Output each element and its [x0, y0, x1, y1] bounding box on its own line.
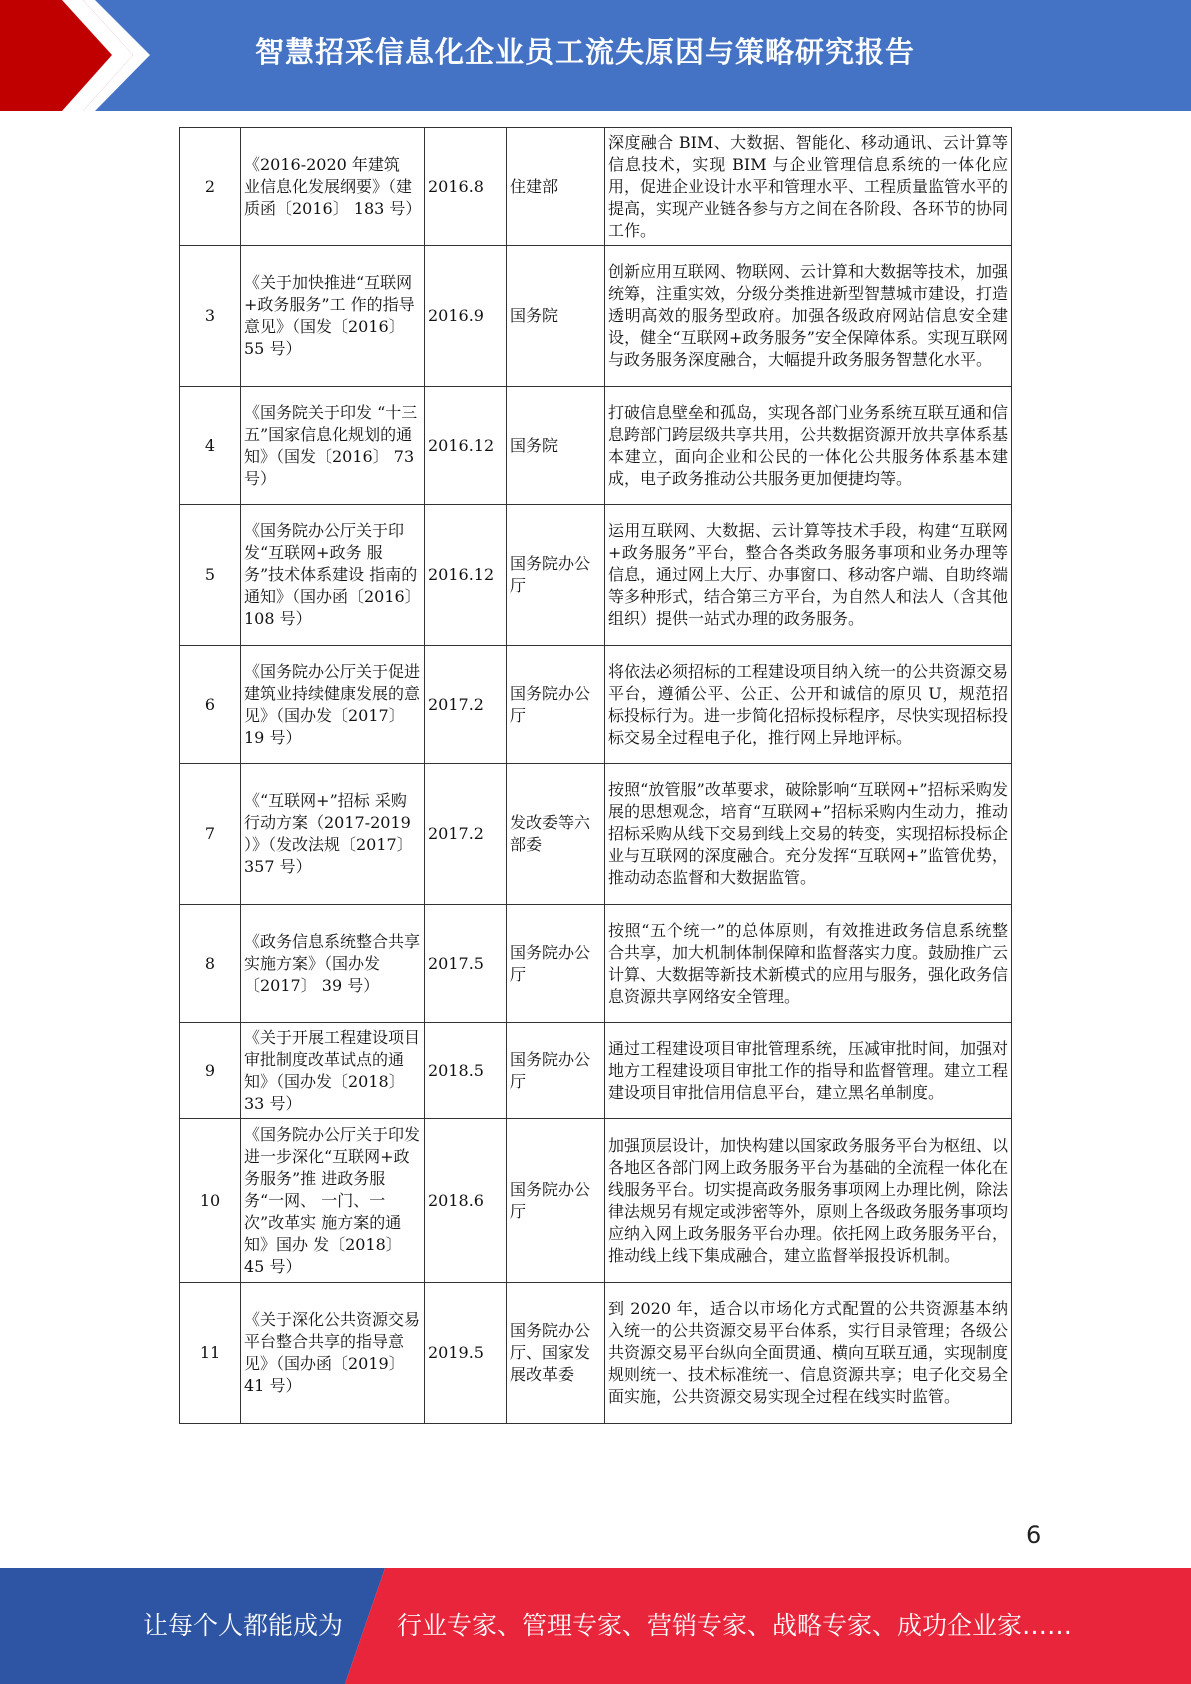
footer-slogan-right: 行业专家、管理专家、营销专家、战略专家、成功企业家……: [397, 1611, 1073, 1640]
policy-name: 《2016-2020 年建筑 业信息化发展纲要》（建质函〔2016〕 183 号）: [241, 128, 425, 246]
policy-description: 打破信息壁垒和孤岛，实现各部门业务系统互联互通和信息跨部门跨层级共享共用，公共数据资源开放共享体系基本建立，面向企业和公民的一体化公共服务体系基本建成，电子政务推动公共服务更加便捷均等。: [605, 387, 1012, 505]
page-number: 6: [1026, 1521, 1042, 1549]
table-row: [180, 246, 1012, 387]
issuing-department: 国务院: [507, 387, 605, 505]
policy-description: 创新应用互联网、物联网、云计算和大数据等技术，加强统筹，注重实效，分级分类推进新型智慧城市建设，打造透明高效的服务型政府。加强各级政府网站信息安全建设，健全“互联网+政务服务”安全保障体系。实现互联网与政务服务深度融合，大幅提升政务服务智慧化水平。: [605, 246, 1012, 387]
row-index: 7: [180, 764, 241, 905]
issuing-department: 发改委等六部委: [507, 764, 605, 905]
policy-description: 到 2020 年，适合以市场化方式配置的公共资源基本纳入统一的公共资源交易平台体系，实行目录管理；各级公共资源交易平台纵向全面贯通、横向互联互通，实现制度规则统一、技术标准统一、信息资源共享；电子化交易全面实施，公共资源交易实现全过程在线实时监管。: [605, 1283, 1012, 1424]
policy-name: 《“互联网+”招标 采购行动方案（2017-2019 ）》（发改法规〔2017〕 357 号）: [241, 764, 425, 905]
policy-name: 《国务院办公厅关于印发进一步深化“互联网+政务服务”推 进政务服务“一网、 一门、一次”改革实 施方案的通知》国办 发〔2018〕 45 号）: [241, 1119, 425, 1283]
table-row: [180, 1283, 1012, 1424]
row-index: 5: [180, 505, 241, 646]
issuing-department: 国务院办公厅: [507, 505, 605, 646]
policy-name: 《国务院办公厅关于印发“互联网+政务 服务”技术体系建设 指南的通知》（国办函〔2016〕 108 号）: [241, 505, 425, 646]
table-row: [180, 905, 1012, 1023]
row-index: 4: [180, 387, 241, 505]
table-row: [180, 1023, 1012, 1119]
issue-date: 2019.5: [425, 1283, 507, 1424]
issuing-department: 国务院办公厅、国家发展改革委: [507, 1283, 605, 1424]
issue-date: 2017.2: [425, 764, 507, 905]
footer-slogan-left: 让每个人都能成为: [143, 1611, 344, 1640]
policy-name: 《政务信息系统整合共享实施方案》（国办发〔2017〕 39 号）: [241, 905, 425, 1023]
policy-description: 按照“五个统一”的总体原则，有效推进政务信息系统整合共享，加大机制体制保障和监督落实力度。鼓励推广云计算、大数据等新技术新模式的应用与服务，强化政务信息资源共享网络安全管理。: [605, 905, 1012, 1023]
issuing-department: 住建部: [507, 128, 605, 246]
row-index: 8: [180, 905, 241, 1023]
policy-name: 《国务院办公厅关于促进建筑业持续健康发展的意见》（国办发〔2017〕 19 号）: [241, 646, 425, 764]
policy-name: 《关于开展工程建设项目审批制度改革试点的通知》（国办发〔2018〕 33 号）: [241, 1023, 425, 1119]
row-index: 10: [180, 1119, 241, 1283]
row-index: 2: [180, 128, 241, 246]
policy-name: 《关于深化公共资源交易平台整合共享的指导意见》（国办函〔2019〕 41 号）: [241, 1283, 425, 1424]
policy-table-body: [180, 128, 1012, 1424]
table-row: [180, 1119, 1012, 1283]
report-title: 智慧招采信息化企业员工流失原因与策略研究报告: [255, 35, 916, 69]
issue-date: 2017.2: [425, 646, 507, 764]
issue-date: 2016.9: [425, 246, 507, 387]
policy-description: 加强顶层设计，加快构建以国家政务服务平台为枢纽、以各地区各部门网上政务服务平台为基础的全流程一体化在线服务平台。切实提高政务服务事项网上办理比例，除法律法规另有规定或涉密等外，原则上各级政务服务事项均应纳入网上政务服务平台办理。依托网上政务服务平台，推动线上线下集成融合，建立监督举报投诉机制。: [605, 1119, 1012, 1283]
policy-description: 通过工程建设项目审批管理系统，压减审批时间，加强对地方工程建设项目审批工作的指导和监督管理。建立工程建设项目审批信用信息平台，建立黑名单制度。: [605, 1023, 1012, 1119]
issuing-department: 国务院: [507, 246, 605, 387]
policy-description: 按照“放管服”改革要求，破除影响“互联网+”招标采购发展的思想观念，培育“互联网+”招标采购内生动力，推动招标采购从线下交易到线上交易的转变，实现招标投标企业与互联网的深度融合。充分发挥“互联网+”监管优势，推动动态监督和大数据监管。: [605, 764, 1012, 905]
table-row: [180, 764, 1012, 905]
issuing-department: 国务院办公厅: [507, 1023, 605, 1119]
issue-date: 2018.6: [425, 1119, 507, 1283]
row-index: 6: [180, 646, 241, 764]
policy-description: 将依法必须招标的工程建设项目纳入统一的公共资源交易平台，遵循公平、公正、公开和诚信的原贝 U，规范招标投标行为。进一步简化招标投标程序，尽快实现招标投标交易全过程电子化，推行网上异地评标。: [605, 646, 1012, 764]
issue-date: 2016.12: [425, 505, 507, 646]
page-footer: [0, 1568, 1191, 1684]
row-index: 11: [180, 1283, 241, 1424]
row-index: 3: [180, 246, 241, 387]
policy-description: 深度融合 BIM、大数据、智能化、移动通讯、云计算等信息技术，实现 BIM 与企业管理信息系统的一体化应用，促进企业设计水平和管理水平、工程质量监管水平的提高，实现产业链各参与方之间在各阶段、各环节的协同工作。: [605, 128, 1012, 246]
issue-date: 2016.12: [425, 387, 507, 505]
policy-table-container: [179, 127, 1011, 1424]
table-row: [180, 646, 1012, 764]
table-row: [180, 505, 1012, 646]
issuing-department: 国务院办公厅: [507, 905, 605, 1023]
table-row: [180, 387, 1012, 505]
policy-name: 《关于加快推进“互联网+政务服务”工 作的指导意见》（国发〔2016〕 55 号）: [241, 246, 425, 387]
policy-name: 《国务院关于印发 “十三五”国家信息化规划的通知》（国发〔2016〕 73 号）: [241, 387, 425, 505]
policy-description: 运用互联网、大数据、云计算等技术手段，构建“互联网+政务服务”平台，整合各类政务服务事项和业务办理等信息，通过网上大厅、办事窗口、移动客户端、自助终端等多种形式，结合第三方平台，为自然人和法人（含其他组织）提供一站式办理的政务服务。: [605, 505, 1012, 646]
issuing-department: 国务院办公厅: [507, 646, 605, 764]
page-header: [0, 0, 1191, 111]
row-index: 9: [180, 1023, 241, 1119]
issue-date: 2017.5: [425, 905, 507, 1023]
policy-table: [179, 127, 1012, 1424]
issue-date: 2016.8: [425, 128, 507, 246]
table-row: [180, 128, 1012, 246]
header-ribbon-decoration: [0, 0, 150, 111]
issuing-department: 国务院办公厅: [507, 1119, 605, 1283]
issue-date: 2018.5: [425, 1023, 507, 1119]
